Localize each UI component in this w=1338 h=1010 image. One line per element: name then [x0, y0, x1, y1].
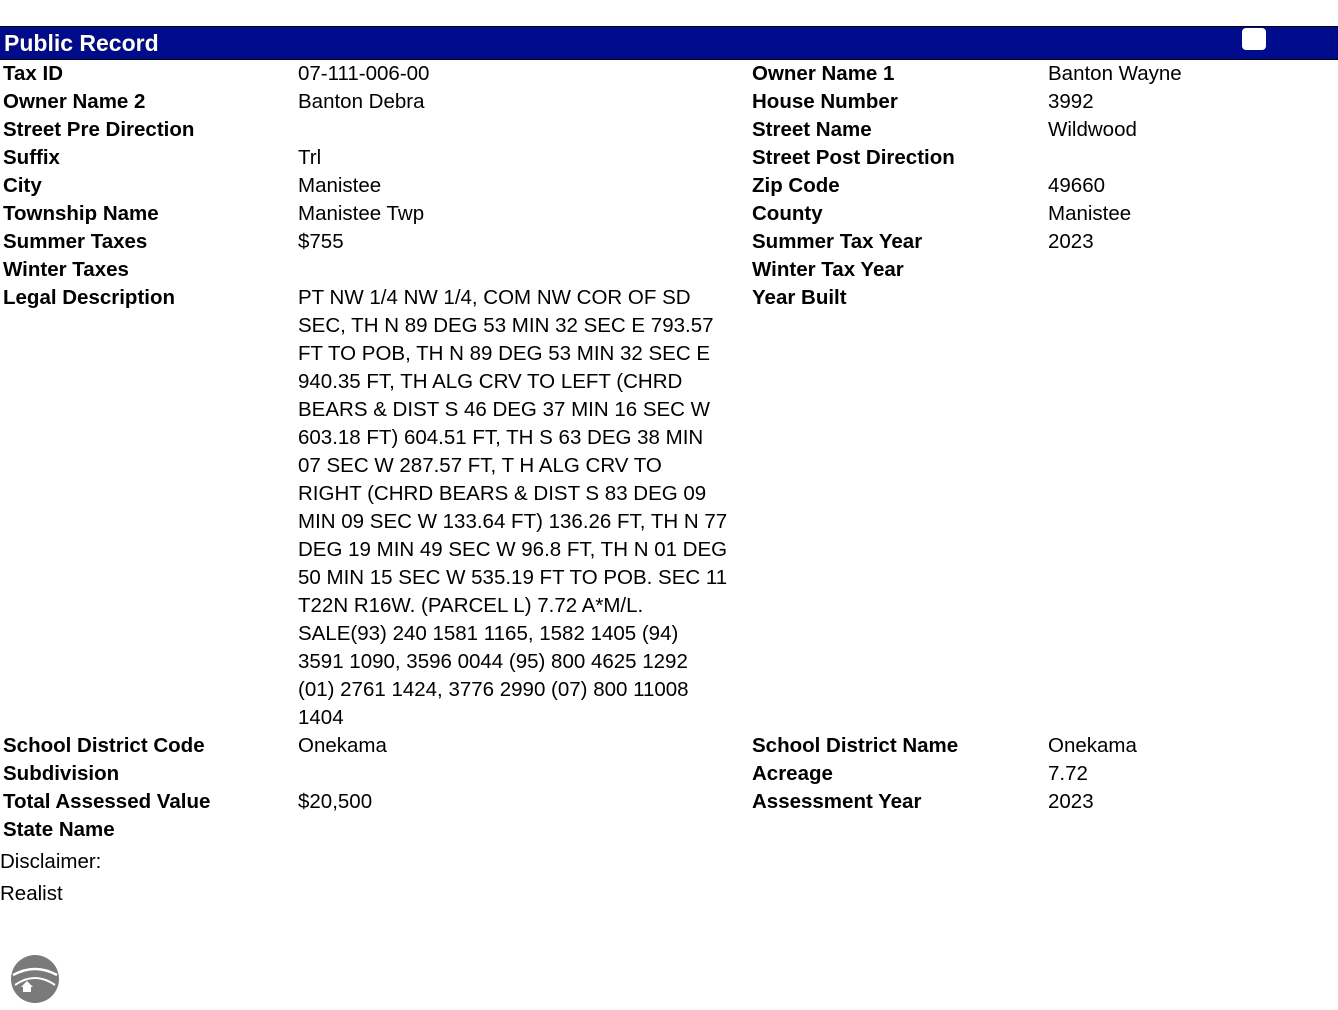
field-label: Street Name [752, 118, 872, 141]
legal-description-value: PT NW 1/4 NW 1/4, COM NW COR OF SD SEC, TH N 89 DEG 53 MIN 32 SEC E 793.57 FT TO POB, TH N 89 DEG 53 MIN 32 SEC E 940.35 FT, TH ALG CRV TO LEFT (CHRD BEARS & DIST S 46 DEG 37 MIN 16 SEC W 603.18 FT) 604.51 FT, TH S 63 DEG 38 MIN 07 SEC W 287.57 FT, T H ALG CRV TO RIGHT (CHRD BEARS & DIST S 83 DEG 09 MIN 09 SEC W 133.64 FT) 136.26 FT, TH N 77 DEG 19 MIN 49 SEC W 96.8 FT, TH N 01 DEG 50 MIN 15 SEC W 535.19 FT TO POB. SEC 11 T22N R16W. (PARCEL L) 7.72 A*M/L. SALE(93) 240 1581 1165, 1582 1405 (94) 3591 1090, 3596 0044 (95) 800 4625 1292 (01) 2761 1424, 3776 2990 (07) 800 11008 1404 [298, 286, 728, 729]
field-value [295, 816, 749, 844]
table-row [0, 60, 1338, 88]
field-value: Manistee [1048, 202, 1132, 225]
house-arc-logo-icon [11, 955, 59, 1003]
field-value: Onekama [298, 734, 387, 757]
table-row [0, 144, 1338, 172]
table-row [0, 788, 1338, 816]
field-label: Assessment Year [752, 790, 922, 813]
table-row [0, 284, 1338, 732]
table-row [0, 816, 1338, 844]
record-table [0, 60, 1338, 844]
field-label: State Name [3, 818, 115, 841]
field-value: Onekama [1048, 734, 1137, 757]
table-row [0, 88, 1338, 116]
field-label: School District Code [3, 734, 205, 757]
table-row [0, 732, 1338, 760]
field-label: Subdivision [3, 762, 120, 785]
field-value [295, 256, 749, 284]
table-row [0, 200, 1338, 228]
field-value [1045, 284, 1338, 732]
field-label: Street Post Direction [752, 146, 955, 169]
field-label: County [752, 202, 823, 225]
field-label: Total Assessed Value [3, 790, 211, 813]
field-label: Tax ID [3, 62, 63, 85]
field-value: 2023 [1048, 230, 1094, 253]
field-value: 7.72 [1048, 762, 1088, 785]
field-label: Zip Code [752, 174, 840, 197]
field-value [1045, 144, 1338, 172]
field-label: Legal Description [3, 286, 176, 309]
field-value: $755 [298, 230, 344, 253]
field-label: Suffix [3, 146, 60, 169]
field-label: School District Name [752, 734, 959, 757]
table-row [0, 172, 1338, 200]
field-value: $20,500 [298, 790, 373, 813]
field-label: Owner Name 2 [3, 90, 146, 113]
field-value: 07-111-006-00 [298, 62, 430, 85]
field-value [295, 760, 749, 788]
field-label: Owner Name 1 [752, 62, 895, 85]
field-label: Winter Taxes [3, 258, 129, 281]
field-label: City [3, 174, 42, 197]
section-title: Public Record [4, 30, 159, 56]
field-value [295, 116, 749, 144]
table-row [0, 256, 1338, 284]
field-label: Summer Taxes [3, 230, 148, 253]
table-row [0, 228, 1338, 256]
field-value: Manistee [298, 174, 382, 197]
field-value: Wildwood [1048, 118, 1137, 141]
toggle-box-icon[interactable] [1242, 28, 1266, 50]
field-label: Acreage [752, 762, 833, 785]
field-value: Trl [298, 146, 322, 169]
field-value: Banton Wayne [1048, 62, 1182, 85]
field-label: Winter Tax Year [752, 258, 904, 281]
field-value [1045, 816, 1338, 844]
field-label: Township Name [3, 202, 159, 225]
field-value: Manistee Twp [298, 202, 425, 225]
field-value: 49660 [1048, 174, 1106, 197]
table-row [0, 116, 1338, 144]
section-header [0, 26, 1338, 60]
field-value: Banton Debra [298, 90, 425, 113]
source-label: Realist [0, 882, 63, 905]
field-label: Summer Tax Year [752, 230, 923, 253]
field-value: 3992 [1048, 90, 1094, 113]
field-label [749, 816, 1045, 844]
field-label: Street Pre Direction [3, 118, 195, 141]
field-value [1045, 256, 1338, 284]
field-label: Year Built [752, 286, 847, 309]
field-value: 2023 [1048, 790, 1094, 813]
table-row [0, 760, 1338, 788]
disclaimer-label: Disclaimer: [0, 850, 102, 873]
field-label: House Number [752, 90, 898, 113]
